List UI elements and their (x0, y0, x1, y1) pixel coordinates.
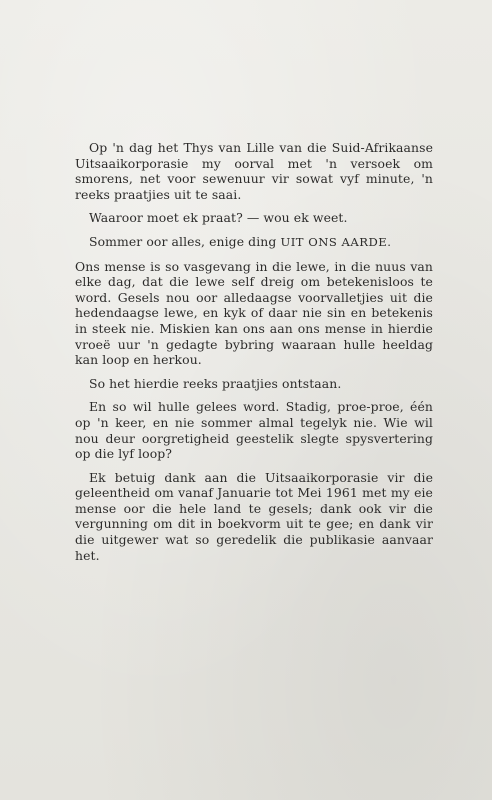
paragraph-5: So het hierdie reeks praatjies ontstaan. (89, 375, 342, 391)
paragraph-3: Sommer oor alles, enige ding UIT ONS AARDE. (89, 233, 392, 249)
paragraph-1: Op 'n dag het Thys van Lille van die Suid-Afrikaanse Uitsaaikorporasie my oorval met 'n versoek om smorens, net voor sewenuur vir sowat vyf minute, 'n reeks praatjies uit te saai. (75, 140, 433, 202)
paragraph-4: Ons mense is so vasgevang in die lewe, in die nuus van elke dag, dat die lewe self dreig om betekenisloos te word. Gesels nou oor alledaagse voorvalletjies uit die hedendaagse lewe, en kyk of daar nie sin en betekenis in steek nie. Miskien kan ons aan ons mense in hierdie vroeë uur 'n gedagte bybring waaraan hulle heeldag kan loop en herkou. (75, 258, 433, 368)
paragraph-6: En so wil hulle gelees word. Stadig, proe-proe, één op 'n keer, en nie sommer almal tegelyk nie. Wie wil nou deur oorgretigheid geestelik slegte spysvertering op die lyf loop? (75, 399, 433, 462)
title-caps: UIT ONS AARDE. (280, 234, 392, 249)
paragraph-2: Waaroor moet ek praat? — wou ek weet. (89, 210, 348, 226)
preface-text (75, 140, 433, 571)
paragraph-7: Ek betuig dank aan die Uitsaaikorporasie vir die geleentheid om vanaf Januarie tot Mei 1961 met my eie mense oor die hele land te gesels; dank ook vir die vergunning om dit in boekvorm uit te gee; en dank vir die uitgewer wat so geredelik die publikasie aanvaar het. (75, 469, 433, 563)
